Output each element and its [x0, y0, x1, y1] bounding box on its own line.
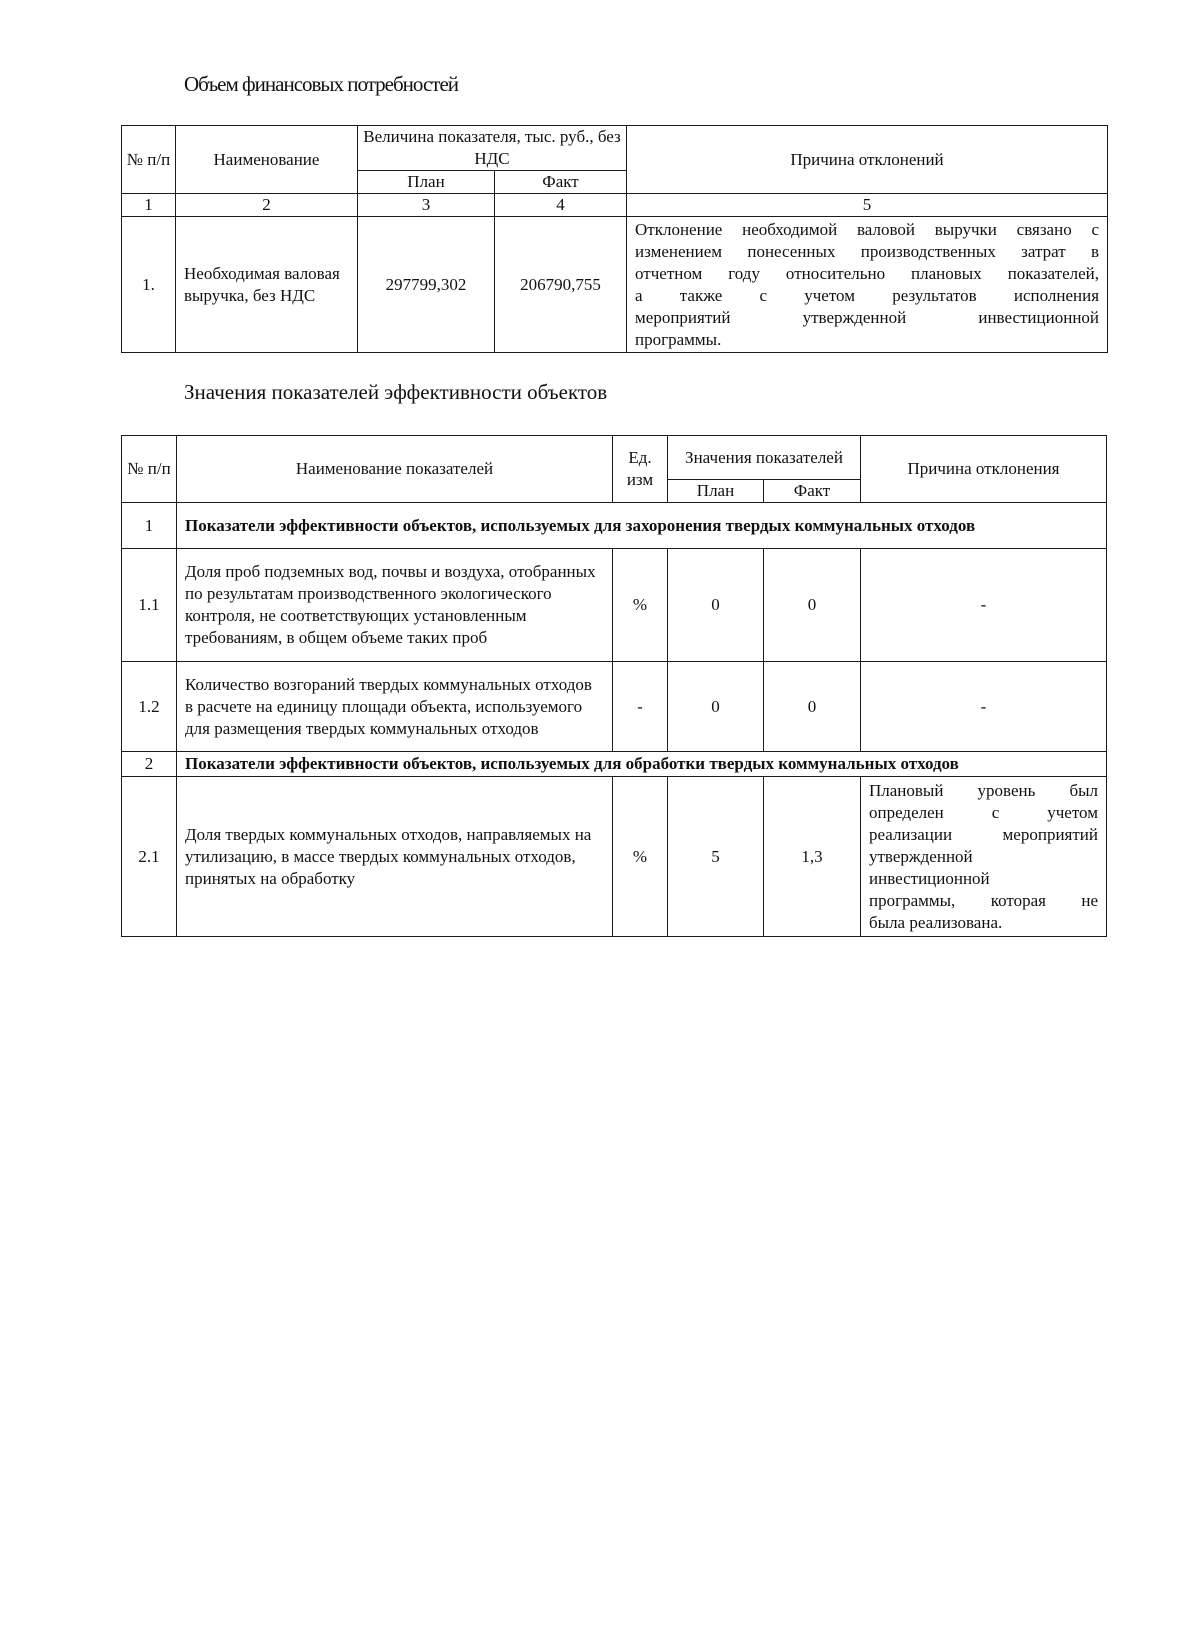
t1-reason-line: Отклонение необходимой валовой выручки связано с: [635, 219, 1100, 239]
t1-header-name: Наименование: [176, 126, 358, 194]
t1-colnum: 1: [122, 194, 176, 217]
t1-column-numbers-row: [122, 194, 1108, 217]
t2-row-unit: %: [613, 777, 668, 937]
financial-needs-table: [121, 125, 1108, 353]
t2-row-plan: 5: [668, 777, 764, 937]
t2-reason-line: определен с учетом: [869, 802, 1098, 822]
t1-colnum: 2: [176, 194, 358, 217]
t2-header-unit: Ед. изм: [613, 436, 668, 503]
t2-row-fact: 0: [764, 549, 861, 662]
t2-row-name: Количество возгораний твердых коммунальных отходов в расчете на единицу площади объекта, используемого для размещения твердых коммунальных отходов: [177, 662, 613, 752]
t1-data-row: [122, 217, 1108, 353]
t2-row-num: 1.2: [122, 662, 177, 752]
t1-reason-line: мероприятий утвержденной инвестиционной: [635, 307, 1100, 327]
t1-row-name: Необходимая валовая выручка, без НДС: [176, 217, 358, 353]
t2-row-reason: -: [861, 662, 1107, 752]
t2-data-row: [122, 777, 1107, 937]
t2-row-unit: %: [613, 549, 668, 662]
t2-header-values-group: Значения показателей: [668, 436, 861, 480]
t2-header-row: [122, 436, 1107, 480]
t2-group-num: 1: [122, 503, 177, 549]
financial-needs-title: Объем финансовых потребностей: [184, 72, 459, 96]
t2-row-fact: 0: [764, 662, 861, 752]
t2-row-num: 2.1: [122, 777, 177, 937]
t2-header-fact: Факт: [764, 480, 861, 503]
t1-header-fact: Факт: [495, 171, 627, 194]
t2-header-name: Наименование показателей: [177, 436, 613, 503]
t1-colnum: 3: [358, 194, 495, 217]
t2-row-plan: 0: [668, 549, 764, 662]
efficiency-indicators-table: [121, 435, 1107, 937]
t2-reason-line: программы, которая не: [869, 890, 1098, 910]
t2-row-num: 1.1: [122, 549, 177, 662]
t1-colnum: 5: [627, 194, 1108, 217]
t2-group-row: [122, 752, 1107, 777]
t2-header-plan: План: [668, 480, 764, 503]
t1-row-plan: 297799,302: [358, 217, 495, 353]
t2-row-fact: 1,3: [764, 777, 861, 937]
t2-group-num: 2: [122, 752, 177, 777]
t2-row-name: Доля твердых коммунальных отходов, направляемых на утилизацию, в массе твердых коммунальных отходов, принятых на обработку: [177, 777, 613, 937]
t1-reason-line: а также с учетом результатов исполнения: [635, 285, 1100, 305]
t2-header-num: № п/п: [122, 436, 177, 503]
t2-reason-line: инвестиционной: [869, 868, 990, 888]
t1-row-fact: 206790,755: [495, 217, 627, 353]
t1-row-num: 1.: [122, 217, 176, 353]
t2-group-title: Показатели эффективности объектов, используемых для обработки твердых коммунальных отходов: [177, 752, 1107, 777]
t1-reason-line: изменением понесенных производственных затрат в: [635, 241, 1100, 261]
t1-header-reason: Причина отклонений: [627, 126, 1108, 194]
t2-group-row: [122, 503, 1107, 549]
t2-row-reason: [861, 777, 1107, 937]
t2-data-row: [122, 549, 1107, 662]
t1-header-num: № п/п: [122, 126, 176, 194]
t2-row-reason: -: [861, 549, 1107, 662]
t1-header-value-group: Величина показателя, тыс. руб., без НДС: [358, 126, 627, 171]
t2-header-reason: Причина отклонения: [861, 436, 1107, 503]
t1-row-reason: [627, 217, 1108, 353]
t2-reason-line: Плановый уровень был: [869, 780, 1098, 800]
t2-reason-line: реализации мероприятий: [869, 824, 1098, 844]
t1-reason-line: отчетном году относительно плановых показателей,: [635, 263, 1100, 283]
t1-reason-line: программы.: [635, 329, 722, 349]
t2-row-unit: -: [613, 662, 668, 752]
t2-reason-line: утвержденной: [869, 846, 973, 866]
t2-reason-line: была реализована.: [869, 912, 1003, 932]
t1-header-row: [122, 126, 1108, 171]
t1-colnum: 4: [495, 194, 627, 217]
t2-row-plan: 0: [668, 662, 764, 752]
t2-data-row: [122, 662, 1107, 752]
t2-group-title: Показатели эффективности объектов, используемых для захоронения твердых коммунальных отходов: [177, 503, 1107, 549]
efficiency-indicators-title: Значения показателей эффективности объектов: [184, 380, 608, 404]
t1-header-plan: План: [358, 171, 495, 194]
t2-row-name: Доля проб подземных вод, почвы и воздуха, отобранных по результатам производственного экологического контроля, не соответствующих установленным требованиям, в общем объеме таких проб: [177, 549, 613, 662]
